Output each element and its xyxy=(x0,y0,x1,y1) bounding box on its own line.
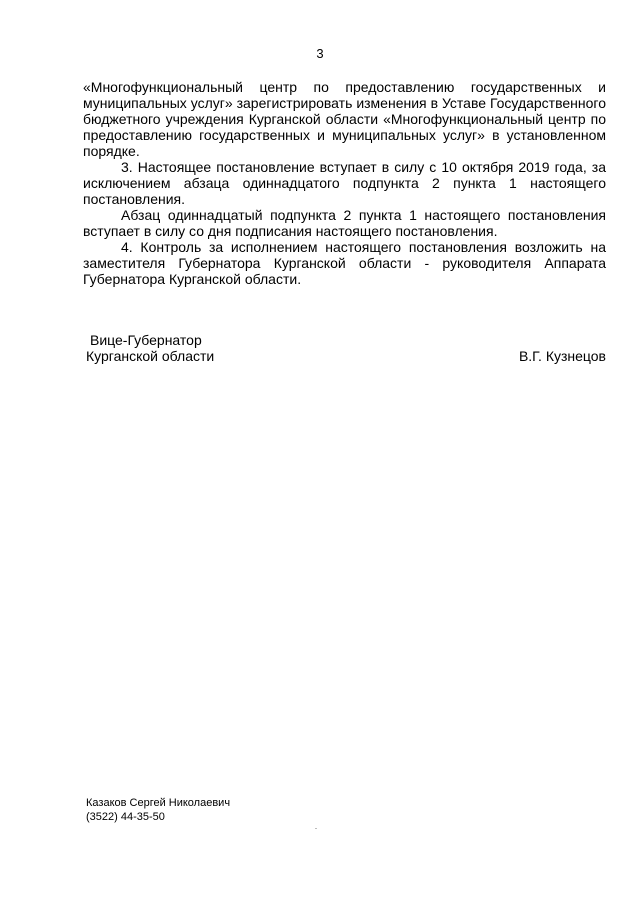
signatory-name: В.Г. Кузнецов xyxy=(518,348,606,364)
signatory-region: Курганской области xyxy=(86,348,215,364)
signatory-title: Вице-Губернатор xyxy=(90,332,202,348)
executor-name: Казаков Сергей Николаевич xyxy=(86,797,231,809)
signatory-position xyxy=(86,332,214,364)
executor-phone: (3522) 44-35-50 xyxy=(86,811,165,823)
paragraph-item-3-note: Абзац одиннадцатый подпункта 2 пункта 1 настоящего постановления вступает в силу со дня подписания настоящего постановления. xyxy=(83,207,606,239)
paragraph-item-4: 4. Контроль за исполнением настоящего постановления возложить на заместителя Губернатора Курганской области - руководителя Аппарата Губернатора Курганской области. xyxy=(83,239,606,287)
document-body xyxy=(83,79,606,287)
scan-speck xyxy=(315,828,317,829)
paragraph-item-3: 3. Настоящее постановление вступает в силу с 10 октября 2019 года, за исключением абзаца одиннадцатого подпункта 2 пункта 1 настоящего постановления. xyxy=(83,159,606,207)
paragraph-continuation: «Многофункциональный центр по предоставлению государственных и муниципальных услуг» зарегистрировать изменения в Уставе Государственного бюджетного учреждения Курганской области «Многофункциональный центр по предоставлению государственных и муниципальных услуг» в установленном порядке. xyxy=(83,79,606,159)
executor-info xyxy=(86,796,230,824)
page-number: 3 xyxy=(316,46,324,61)
